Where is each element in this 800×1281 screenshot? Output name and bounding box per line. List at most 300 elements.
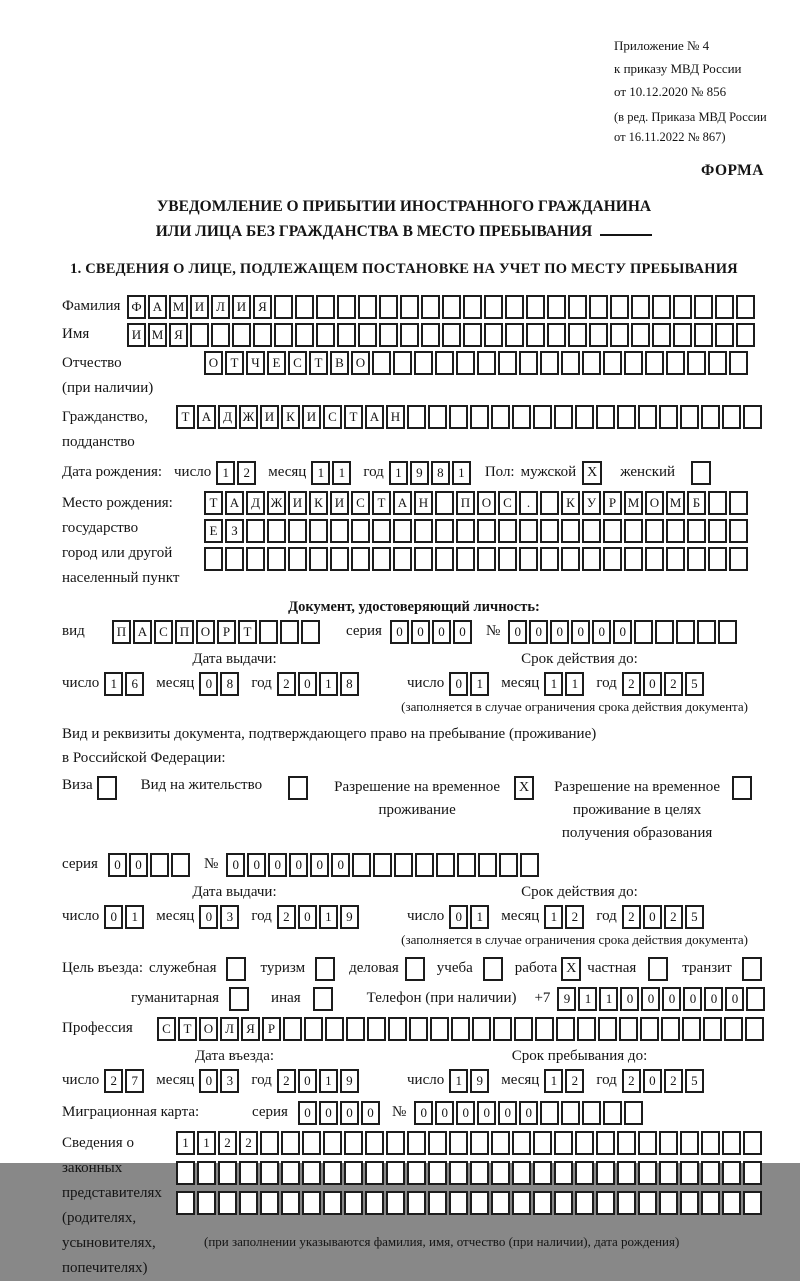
char-cell[interactable]: О — [199, 1017, 218, 1041]
char-cell[interactable] — [561, 351, 580, 375]
char-cell[interactable]: 1 — [197, 1131, 216, 1155]
char-cell[interactable] — [295, 295, 314, 319]
char-cell[interactable]: 0 — [331, 853, 350, 877]
char-cell[interactable]: 0 — [226, 853, 245, 877]
char-cell[interactable] — [316, 323, 335, 347]
char-cell[interactable] — [652, 323, 671, 347]
char-cell[interactable] — [456, 547, 475, 571]
char-cell[interactable] — [407, 1131, 426, 1155]
char-cell[interactable]: А — [365, 405, 384, 429]
char-cell[interactable] — [624, 351, 643, 375]
char-cell[interactable] — [225, 547, 244, 571]
char-cell[interactable] — [701, 1191, 720, 1215]
char-cell[interactable] — [351, 519, 370, 543]
char-cell[interactable] — [190, 323, 209, 347]
char-cell[interactable]: 0 — [390, 620, 409, 644]
char-cell[interactable] — [533, 405, 552, 429]
char-cell[interactable] — [519, 351, 538, 375]
char-cell[interactable]: 0 — [298, 1101, 317, 1125]
char-cell[interactable] — [722, 1161, 741, 1185]
char-cell[interactable] — [540, 491, 559, 515]
char-cell[interactable] — [435, 491, 454, 515]
char-cell[interactable] — [498, 351, 517, 375]
purpose-tourism-checkbox[interactable] — [315, 957, 335, 981]
char-cell[interactable]: 0 — [298, 1069, 317, 1093]
char-cell[interactable]: . — [519, 491, 538, 515]
char-cell[interactable] — [617, 1131, 636, 1155]
char-cell[interactable] — [701, 1161, 720, 1185]
char-cell[interactable] — [232, 323, 251, 347]
char-cell[interactable]: 1 — [470, 905, 489, 929]
char-cell[interactable] — [421, 295, 440, 319]
char-cell[interactable] — [736, 323, 755, 347]
char-cell[interactable]: 0 — [662, 987, 681, 1011]
char-cell[interactable]: Д — [246, 491, 265, 515]
char-cell[interactable] — [260, 1161, 279, 1185]
char-cell[interactable] — [456, 351, 475, 375]
char-cell[interactable] — [556, 1017, 575, 1041]
char-cell[interactable] — [470, 1131, 489, 1155]
char-cell[interactable] — [246, 519, 265, 543]
char-cell[interactable]: 1 — [599, 987, 618, 1011]
char-cell[interactable] — [708, 519, 727, 543]
char-cell[interactable] — [388, 1017, 407, 1041]
char-cell[interactable] — [624, 519, 643, 543]
char-cell[interactable] — [596, 1191, 615, 1215]
char-cell[interactable]: 5 — [685, 672, 704, 696]
char-cell[interactable]: Б — [687, 491, 706, 515]
char-cell[interactable] — [596, 1161, 615, 1185]
sex-male-checkbox[interactable]: X — [582, 461, 602, 485]
char-cell[interactable] — [498, 547, 517, 571]
char-cell[interactable] — [582, 1101, 601, 1125]
char-cell[interactable]: П — [456, 491, 475, 515]
residence-permit-checkbox[interactable] — [288, 776, 308, 800]
char-cell[interactable]: 2 — [277, 1069, 296, 1093]
char-cell[interactable] — [547, 323, 566, 347]
char-cell[interactable] — [171, 853, 190, 877]
char-cell[interactable] — [428, 405, 447, 429]
char-cell[interactable] — [330, 547, 349, 571]
char-cell[interactable] — [577, 1017, 596, 1041]
char-cell[interactable]: 0 — [268, 853, 287, 877]
char-cell[interactable]: Т — [344, 405, 363, 429]
char-cell[interactable] — [365, 1191, 384, 1215]
char-cell[interactable] — [484, 323, 503, 347]
char-cell[interactable]: К — [309, 491, 328, 515]
char-cell[interactable] — [575, 1131, 594, 1155]
char-cell[interactable]: Р — [262, 1017, 281, 1041]
char-cell[interactable] — [715, 295, 734, 319]
char-cell[interactable] — [697, 620, 716, 644]
char-cell[interactable]: К — [561, 491, 580, 515]
char-cell[interactable]: И — [127, 323, 146, 347]
char-cell[interactable] — [302, 1161, 321, 1185]
char-cell[interactable] — [197, 1191, 216, 1215]
purpose-work-checkbox[interactable]: X — [561, 957, 581, 981]
purpose-official-checkbox[interactable] — [226, 957, 246, 981]
char-cell[interactable] — [472, 1017, 491, 1041]
char-cell[interactable] — [316, 295, 335, 319]
char-cell[interactable] — [400, 323, 419, 347]
char-cell[interactable]: 0 — [108, 853, 127, 877]
char-cell[interactable] — [745, 1017, 764, 1041]
char-cell[interactable] — [493, 1017, 512, 1041]
char-cell[interactable] — [309, 547, 328, 571]
char-cell[interactable] — [428, 1191, 447, 1215]
char-cell[interactable]: 1 — [216, 461, 235, 485]
char-cell[interactable] — [512, 1131, 531, 1155]
char-cell[interactable] — [673, 295, 692, 319]
char-cell[interactable] — [624, 547, 643, 571]
char-cell[interactable] — [645, 351, 664, 375]
char-cell[interactable] — [680, 1131, 699, 1155]
char-cell[interactable]: Т — [309, 351, 328, 375]
char-cell[interactable] — [655, 620, 674, 644]
char-cell[interactable] — [659, 405, 678, 429]
char-cell[interactable] — [722, 405, 741, 429]
char-cell[interactable]: 8 — [431, 461, 450, 485]
char-cell[interactable]: Я — [253, 295, 272, 319]
char-cell[interactable]: 0 — [449, 672, 468, 696]
char-cell[interactable] — [470, 405, 489, 429]
char-cell[interactable] — [150, 853, 169, 877]
purpose-transit-checkbox[interactable] — [742, 957, 762, 981]
char-cell[interactable]: 2 — [565, 905, 584, 929]
char-cell[interactable] — [344, 1191, 363, 1215]
char-cell[interactable] — [540, 519, 559, 543]
char-cell[interactable]: 2 — [218, 1131, 237, 1155]
char-cell[interactable] — [694, 323, 713, 347]
char-cell[interactable] — [451, 1017, 470, 1041]
purpose-private-checkbox[interactable] — [648, 957, 668, 981]
char-cell[interactable]: 1 — [578, 987, 597, 1011]
char-cell[interactable] — [330, 519, 349, 543]
char-cell[interactable] — [351, 547, 370, 571]
char-cell[interactable] — [624, 1101, 643, 1125]
char-cell[interactable]: 1 — [104, 672, 123, 696]
char-cell[interactable]: 0 — [340, 1101, 359, 1125]
char-cell[interactable]: 9 — [470, 1069, 489, 1093]
char-cell[interactable]: 0 — [414, 1101, 433, 1125]
char-cell[interactable]: 0 — [310, 853, 329, 877]
char-cell[interactable] — [407, 1161, 426, 1185]
char-cell[interactable] — [280, 620, 299, 644]
char-cell[interactable] — [505, 295, 524, 319]
char-cell[interactable] — [554, 1191, 573, 1215]
char-cell[interactable] — [372, 519, 391, 543]
char-cell[interactable] — [457, 853, 476, 877]
char-cell[interactable] — [323, 1131, 342, 1155]
char-cell[interactable] — [512, 1161, 531, 1185]
char-cell[interactable] — [638, 405, 657, 429]
char-cell[interactable] — [274, 295, 293, 319]
char-cell[interactable] — [456, 519, 475, 543]
char-cell[interactable] — [533, 1131, 552, 1155]
char-cell[interactable]: Ф — [127, 295, 146, 319]
char-cell[interactable]: 1 — [470, 672, 489, 696]
char-cell[interactable]: 0 — [435, 1101, 454, 1125]
char-cell[interactable]: 2 — [277, 672, 296, 696]
char-cell[interactable] — [645, 547, 664, 571]
char-cell[interactable]: 3 — [220, 905, 239, 929]
char-cell[interactable] — [346, 1017, 365, 1041]
char-cell[interactable]: 0 — [477, 1101, 496, 1125]
char-cell[interactable] — [379, 295, 398, 319]
char-cell[interactable]: 1 — [544, 905, 563, 929]
char-cell[interactable] — [718, 620, 737, 644]
char-cell[interactable]: А — [197, 405, 216, 429]
char-cell[interactable]: С — [154, 620, 173, 644]
visa-checkbox[interactable] — [97, 776, 117, 800]
char-cell[interactable]: М — [624, 491, 643, 515]
char-cell[interactable] — [407, 1191, 426, 1215]
char-cell[interactable] — [463, 323, 482, 347]
char-cell[interactable] — [659, 1131, 678, 1155]
char-cell[interactable]: 1 — [544, 672, 563, 696]
char-cell[interactable]: 0 — [129, 853, 148, 877]
char-cell[interactable] — [561, 1101, 580, 1125]
char-cell[interactable] — [463, 295, 482, 319]
char-cell[interactable]: 8 — [220, 672, 239, 696]
char-cell[interactable] — [682, 1017, 701, 1041]
char-cell[interactable]: Р — [603, 491, 622, 515]
char-cell[interactable] — [603, 519, 622, 543]
char-cell[interactable] — [449, 1161, 468, 1185]
char-cell[interactable] — [267, 547, 286, 571]
char-cell[interactable] — [724, 1017, 743, 1041]
char-cell[interactable] — [540, 351, 559, 375]
char-cell[interactable]: И — [260, 405, 279, 429]
char-cell[interactable] — [640, 1017, 659, 1041]
char-cell[interactable] — [394, 853, 413, 877]
char-cell[interactable]: Т — [372, 491, 391, 515]
char-cell[interactable] — [561, 519, 580, 543]
char-cell[interactable] — [547, 295, 566, 319]
char-cell[interactable]: 0 — [199, 1069, 218, 1093]
char-cell[interactable] — [598, 1017, 617, 1041]
char-cell[interactable]: 0 — [592, 620, 611, 644]
char-cell[interactable] — [393, 547, 412, 571]
char-cell[interactable] — [435, 519, 454, 543]
char-cell[interactable] — [367, 1017, 386, 1041]
char-cell[interactable] — [540, 1101, 559, 1125]
char-cell[interactable]: 9 — [340, 905, 359, 929]
char-cell[interactable] — [344, 1131, 363, 1155]
char-cell[interactable] — [743, 1131, 762, 1155]
char-cell[interactable]: 2 — [622, 1069, 641, 1093]
char-cell[interactable] — [288, 519, 307, 543]
char-cell[interactable] — [673, 323, 692, 347]
char-cell[interactable]: 1 — [332, 461, 351, 485]
char-cell[interactable] — [274, 323, 293, 347]
char-cell[interactable]: 1 — [319, 1069, 338, 1093]
edu-permit-checkbox[interactable] — [732, 776, 752, 800]
char-cell[interactable] — [491, 1161, 510, 1185]
char-cell[interactable] — [239, 1161, 258, 1185]
char-cell[interactable] — [687, 351, 706, 375]
char-cell[interactable]: С — [288, 351, 307, 375]
char-cell[interactable]: 0 — [298, 672, 317, 696]
char-cell[interactable] — [386, 1131, 405, 1155]
char-cell[interactable] — [218, 1191, 237, 1215]
char-cell[interactable] — [337, 295, 356, 319]
char-cell[interactable] — [302, 1131, 321, 1155]
char-cell[interactable]: 6 — [125, 672, 144, 696]
char-cell[interactable] — [603, 547, 622, 571]
char-cell[interactable] — [575, 1191, 594, 1215]
char-cell[interactable] — [694, 295, 713, 319]
char-cell[interactable] — [414, 351, 433, 375]
char-cell[interactable] — [358, 323, 377, 347]
char-cell[interactable]: 2 — [565, 1069, 584, 1093]
char-cell[interactable] — [512, 405, 531, 429]
char-cell[interactable] — [722, 1131, 741, 1155]
char-cell[interactable] — [514, 1017, 533, 1041]
char-cell[interactable] — [498, 519, 517, 543]
char-cell[interactable] — [176, 1161, 195, 1185]
char-cell[interactable]: О — [645, 491, 664, 515]
char-cell[interactable] — [722, 1191, 741, 1215]
char-cell[interactable]: 2 — [664, 1069, 683, 1093]
char-cell[interactable]: С — [323, 405, 342, 429]
char-cell[interactable] — [253, 323, 272, 347]
char-cell[interactable] — [295, 323, 314, 347]
char-cell[interactable] — [323, 1191, 342, 1215]
char-cell[interactable]: 1 — [319, 905, 338, 929]
char-cell[interactable] — [484, 295, 503, 319]
char-cell[interactable] — [435, 351, 454, 375]
char-cell[interactable] — [259, 620, 278, 644]
temp-permit-checkbox[interactable]: X — [514, 776, 534, 800]
char-cell[interactable] — [499, 853, 518, 877]
char-cell[interactable]: М — [169, 295, 188, 319]
char-cell[interactable]: 1 — [389, 461, 408, 485]
char-cell[interactable] — [260, 1191, 279, 1215]
char-cell[interactable] — [430, 1017, 449, 1041]
char-cell[interactable]: Н — [414, 491, 433, 515]
char-cell[interactable] — [197, 1161, 216, 1185]
char-cell[interactable]: 1 — [452, 461, 471, 485]
char-cell[interactable]: 9 — [410, 461, 429, 485]
char-cell[interactable]: 0 — [319, 1101, 338, 1125]
char-cell[interactable] — [659, 1191, 678, 1215]
char-cell[interactable] — [442, 323, 461, 347]
char-cell[interactable]: О — [204, 351, 223, 375]
char-cell[interactable] — [344, 1161, 363, 1185]
char-cell[interactable]: З — [225, 519, 244, 543]
char-cell[interactable]: 2 — [239, 1131, 258, 1155]
char-cell[interactable] — [526, 323, 545, 347]
char-cell[interactable] — [218, 1161, 237, 1185]
sex-female-checkbox[interactable] — [691, 461, 711, 485]
char-cell[interactable]: И — [232, 295, 251, 319]
char-cell[interactable] — [680, 1161, 699, 1185]
char-cell[interactable] — [540, 547, 559, 571]
char-cell[interactable]: 1 — [311, 461, 330, 485]
char-cell[interactable] — [676, 620, 695, 644]
char-cell[interactable] — [582, 519, 601, 543]
char-cell[interactable]: О — [351, 351, 370, 375]
char-cell[interactable]: Е — [267, 351, 286, 375]
char-cell[interactable] — [372, 351, 391, 375]
char-cell[interactable] — [736, 295, 755, 319]
char-cell[interactable] — [491, 1191, 510, 1215]
char-cell[interactable]: И — [302, 405, 321, 429]
char-cell[interactable] — [610, 295, 629, 319]
char-cell[interactable] — [743, 1161, 762, 1185]
char-cell[interactable]: 3 — [220, 1069, 239, 1093]
char-cell[interactable] — [708, 491, 727, 515]
char-cell[interactable] — [393, 519, 412, 543]
char-cell[interactable] — [729, 547, 748, 571]
char-cell[interactable]: Л — [220, 1017, 239, 1041]
char-cell[interactable] — [211, 323, 230, 347]
char-cell[interactable] — [687, 547, 706, 571]
char-cell[interactable] — [386, 1161, 405, 1185]
char-cell[interactable]: П — [112, 620, 131, 644]
char-cell[interactable] — [519, 519, 538, 543]
char-cell[interactable]: 0 — [453, 620, 472, 644]
char-cell[interactable] — [470, 1191, 489, 1215]
char-cell[interactable]: М — [666, 491, 685, 515]
char-cell[interactable] — [519, 547, 538, 571]
char-cell[interactable] — [400, 295, 419, 319]
char-cell[interactable]: Л — [211, 295, 230, 319]
char-cell[interactable]: С — [157, 1017, 176, 1041]
char-cell[interactable] — [575, 405, 594, 429]
char-cell[interactable] — [715, 323, 734, 347]
char-cell[interactable]: 2 — [237, 461, 256, 485]
char-cell[interactable]: П — [175, 620, 194, 644]
char-cell[interactable] — [631, 323, 650, 347]
char-cell[interactable] — [407, 405, 426, 429]
char-cell[interactable]: Т — [238, 620, 257, 644]
char-cell[interactable] — [617, 405, 636, 429]
char-cell[interactable] — [638, 1161, 657, 1185]
char-cell[interactable] — [708, 351, 727, 375]
char-cell[interactable] — [743, 1191, 762, 1215]
purpose-business-checkbox[interactable] — [405, 957, 425, 981]
char-cell[interactable] — [533, 1161, 552, 1185]
char-cell[interactable]: У — [582, 491, 601, 515]
char-cell[interactable]: 2 — [622, 905, 641, 929]
char-cell[interactable] — [393, 351, 412, 375]
char-cell[interactable] — [442, 295, 461, 319]
char-cell[interactable] — [304, 1017, 323, 1041]
char-cell[interactable] — [428, 1161, 447, 1185]
char-cell[interactable] — [301, 620, 320, 644]
char-cell[interactable]: Ж — [239, 405, 258, 429]
char-cell[interactable] — [477, 351, 496, 375]
char-cell[interactable] — [414, 547, 433, 571]
char-cell[interactable]: Д — [218, 405, 237, 429]
char-cell[interactable]: 2 — [104, 1069, 123, 1093]
char-cell[interactable]: 0 — [508, 620, 527, 644]
char-cell[interactable]: И — [190, 295, 209, 319]
char-cell[interactable] — [638, 1191, 657, 1215]
char-cell[interactable] — [281, 1131, 300, 1155]
char-cell[interactable] — [603, 1101, 622, 1125]
char-cell[interactable]: О — [196, 620, 215, 644]
char-cell[interactable]: Я — [241, 1017, 260, 1041]
char-cell[interactable]: 2 — [664, 905, 683, 929]
char-cell[interactable] — [701, 405, 720, 429]
char-cell[interactable] — [325, 1017, 344, 1041]
char-cell[interactable] — [288, 547, 307, 571]
char-cell[interactable] — [701, 1131, 720, 1155]
char-cell[interactable] — [337, 323, 356, 347]
